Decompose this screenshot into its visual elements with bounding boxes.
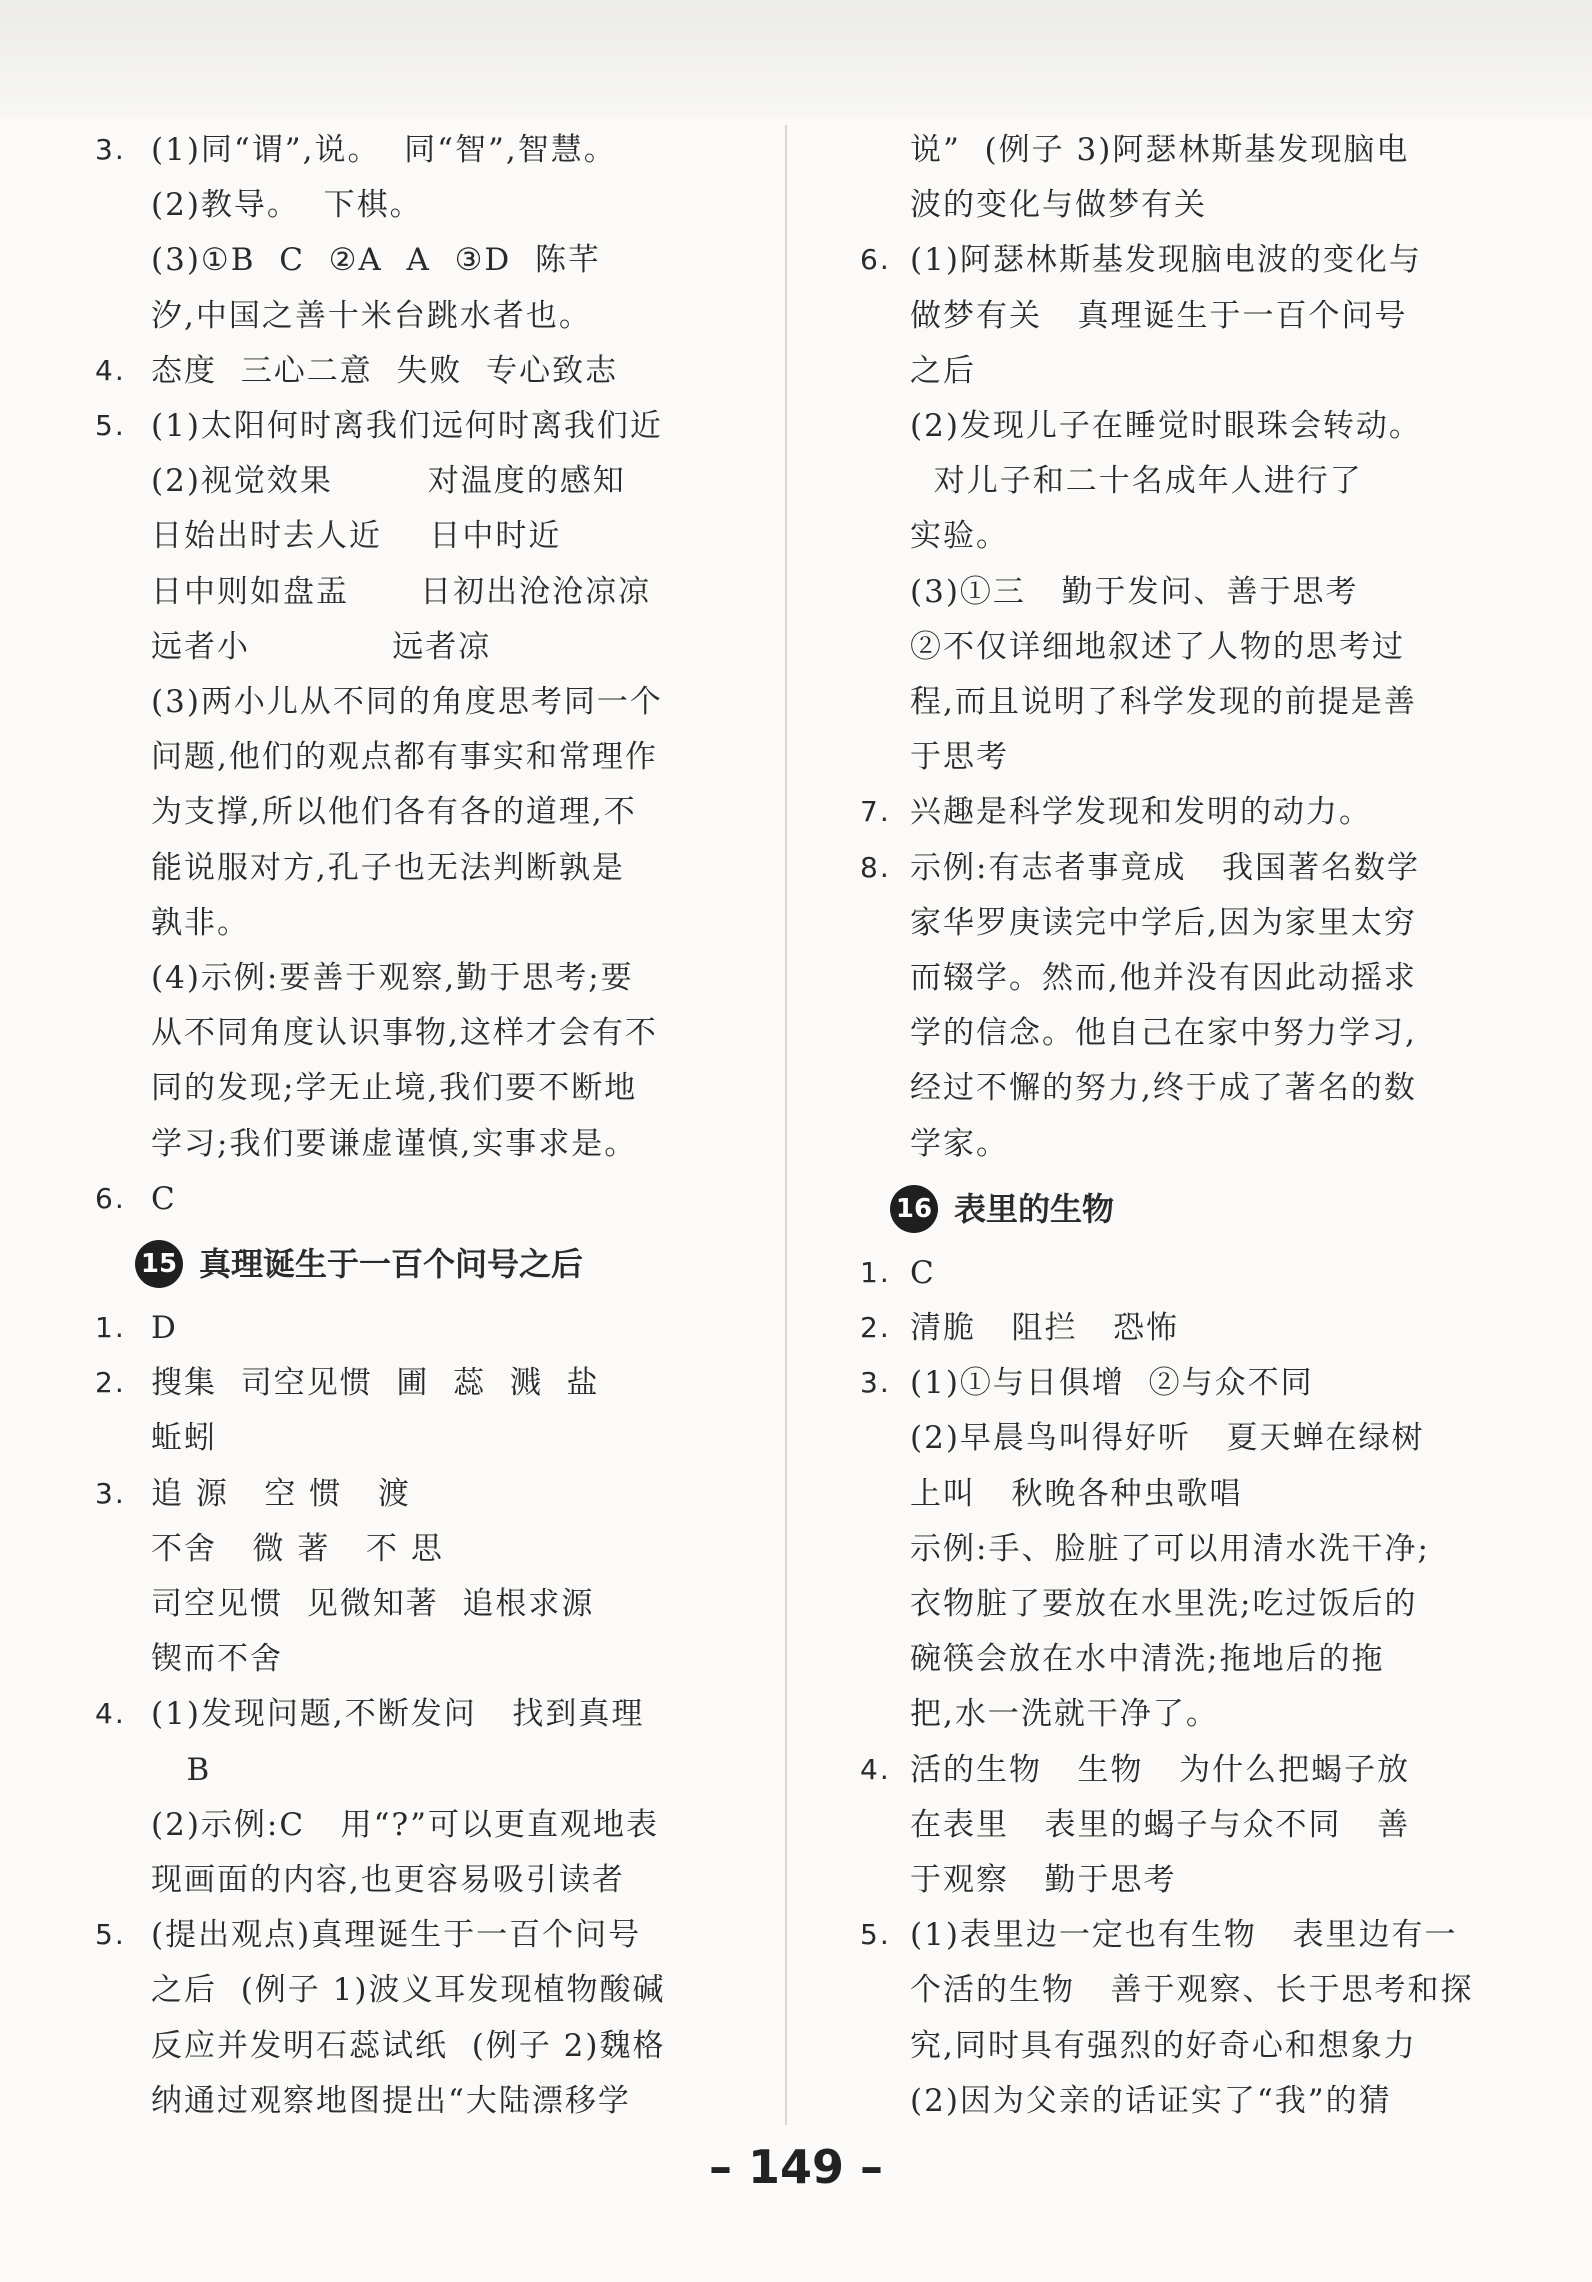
- answer-text: 示例:有志者事竟成 我国著名数学: [910, 849, 1421, 886]
- answer-text: 波的变化与做梦有关: [910, 187, 1207, 224]
- answer-text: 态度 三心二意 失败 专心致志: [151, 352, 619, 389]
- answer-line: [95, 2073, 717, 2129]
- answer-text: 反应并发明石蕊试纸 (例子 2)魏格: [151, 2027, 666, 2064]
- answer-line: [95, 343, 717, 399]
- answer-line: [850, 1300, 1470, 1356]
- question-number: 5.: [95, 1918, 126, 1952]
- answer-line: [850, 840, 1470, 896]
- answer-text: (1)阿瑟林斯基发现脑电波的变化与: [910, 242, 1422, 279]
- answer-text: 经过不懈的努力,终于成了著名的数: [910, 1070, 1417, 1107]
- answer-text: (4)示例:要善于观察,勤于思考;要: [151, 960, 634, 996]
- answer-text: 纳通过观察地图提出“大陆漂移学: [151, 2082, 631, 2119]
- question-number: 5.: [95, 409, 126, 442]
- answer-text: 在表里 表里的蝎子与众不同 善: [910, 1806, 1411, 1843]
- answer-line: [95, 840, 717, 896]
- answer-text: 不舍 微 著 不 思: [151, 1530, 444, 1567]
- answer-line: [850, 1410, 1470, 1466]
- answer-line: [850, 1907, 1470, 1963]
- answer-text: 上叫 秋晚各种虫歌唱: [910, 1475, 1243, 1512]
- section-heading-15: [135, 1232, 583, 1292]
- answer-text: 搜集 司空见惯 圃 蕊 溅 盐: [151, 1365, 600, 1402]
- answer-text: 碗筷会放在水中清洗;拖地后的拖: [910, 1641, 1385, 1678]
- answer-line: [95, 564, 717, 620]
- answer-line: [95, 1521, 717, 1577]
- answer-text: 程,而且说明了科学发现的前提是善: [910, 684, 1417, 720]
- answer-line: [850, 453, 1470, 509]
- answer-line: [850, 1060, 1470, 1116]
- answer-line: [850, 1962, 1474, 2018]
- answer-line: [850, 1742, 1470, 1798]
- answer-text: 家华罗庚读完中学后,因为家里太穷: [910, 904, 1417, 941]
- answer-text: 同的发现;学无止境,我们要不断地: [151, 1070, 638, 1107]
- answer-line: [850, 2018, 1470, 2074]
- answer-line: [95, 1171, 717, 1227]
- answer-text: C: [151, 1180, 177, 1217]
- answer-text: (1)①与日俱增 ②与众不同: [910, 1365, 1314, 1402]
- answer-text: 于观察 勤于思考: [910, 1862, 1177, 1898]
- answer-line: [95, 1686, 717, 1742]
- section-heading-16: [890, 1177, 1114, 1237]
- answer-text: (2)示例:C 用“?”可以更直观地表: [151, 1806, 659, 1843]
- answer-text: (2)发现儿子在睡觉时眼珠会转动。: [910, 408, 1422, 444]
- answer-text: 从不同角度认识事物,这样才会有不: [151, 1015, 658, 1052]
- answer-line: [95, 1797, 717, 1853]
- answer-line: [850, 729, 1470, 785]
- answer-text: 问题,他们的观点都有事实和常理作: [151, 739, 658, 776]
- answer-text: 日始出时去人近 日中时近: [151, 518, 562, 555]
- answer-line: [95, 1410, 717, 1466]
- question-number: 1.: [860, 1255, 891, 1289]
- question-number: 4.: [95, 1697, 126, 1731]
- answer-text: 现画面的内容,也更容易吸引读者: [151, 1862, 625, 1898]
- answer-text: 之后: [910, 352, 976, 389]
- answer-line: [850, 2073, 1470, 2129]
- answer-line: [850, 1466, 1470, 1522]
- answer-line: [850, 232, 1470, 288]
- answer-text: 为支撑,所以他们各有各的道理,不: [151, 794, 637, 831]
- answer-line: [850, 895, 1470, 951]
- answer-line: [95, 1466, 717, 1522]
- answer-line: [850, 619, 1470, 675]
- answer-line: [850, 1631, 1470, 1687]
- answer-line: [95, 1962, 717, 2018]
- question-number: 3.: [860, 1366, 891, 1400]
- answer-text: (2)教导。 下棋。: [151, 187, 423, 224]
- answer-text: (3)①B C ②A A ③D 陈芊: [151, 242, 601, 279]
- answer-line: [95, 619, 717, 675]
- answer-line: [95, 1742, 717, 1798]
- answer-text: 对儿子和二十名成年人进行了: [910, 463, 1363, 500]
- answer-line: [95, 895, 717, 951]
- answer-line: [850, 1116, 1470, 1172]
- answer-line: [850, 1797, 1470, 1853]
- question-number: 4.: [95, 353, 126, 387]
- answer-line: [95, 1907, 717, 1963]
- answer-text: 清脆 阻拦 恐怖: [910, 1310, 1180, 1346]
- answer-line: [850, 1521, 1470, 1577]
- answer-line: [95, 784, 717, 840]
- answer-text: 能说服对方,孔子也无法判断孰是: [151, 849, 625, 886]
- answer-line: [850, 122, 1470, 178]
- column-divider: [785, 125, 787, 2125]
- question-number: 3.: [95, 1476, 126, 1510]
- answer-text: 汐,中国之善十米台跳水者也。: [151, 297, 592, 334]
- question-number: 7.: [860, 795, 891, 829]
- answer-text: 活的生物 生物 为什么把蝎子放: [910, 1751, 1411, 1788]
- answer-line: [850, 950, 1470, 1006]
- answer-line: [95, 177, 717, 233]
- answer-line: [95, 232, 717, 288]
- lesson-title: 真理诞生于一百个问号之后: [199, 1245, 584, 1283]
- question-number: 6.: [860, 243, 891, 277]
- answer-text: 说” (例子 3)阿瑟林斯基发现脑电: [910, 132, 1410, 168]
- answer-text: (提出观点)真理诞生于一百个问号: [151, 1917, 642, 1954]
- question-number: 1.: [95, 1311, 126, 1344]
- question-number: 5.: [860, 1918, 891, 1952]
- answer-text: 之后 (例子 1)波义耳发现植物酸碱: [151, 1972, 666, 2009]
- answer-line: [95, 288, 717, 344]
- answer-line: [95, 398, 717, 454]
- answer-line: [95, 1852, 717, 1908]
- answer-text: (2)早晨鸟叫得好听 夏天蝉在绿树: [910, 1420, 1425, 1457]
- answer-text: 远者小 远者凉: [151, 628, 492, 665]
- answer-text: C: [910, 1254, 936, 1291]
- answer-text: 学家。: [910, 1125, 1009, 1162]
- answer-line: [95, 1116, 717, 1172]
- question-number: 2.: [95, 1366, 126, 1400]
- answer-text: ②不仅详细地叙述了人物的思考过: [910, 628, 1405, 665]
- question-number: 8.: [860, 850, 891, 884]
- question-number: 6.: [95, 1181, 126, 1215]
- answer-text: (3)两小儿从不同的角度思考同一个: [151, 684, 663, 720]
- answer-line: [850, 343, 1470, 399]
- answer-text: (2)视觉效果 对温度的感知: [151, 463, 626, 500]
- question-number: 4.: [860, 1752, 891, 1786]
- answer-text: 锲而不舍: [151, 1641, 283, 1678]
- question-number: 3.: [95, 133, 126, 166]
- answer-line: [95, 674, 717, 730]
- lesson-title: 表里的生物: [954, 1189, 1115, 1228]
- answer-line: [95, 508, 717, 564]
- answer-text: 示例:手、脸脏了可以用清水洗干净;: [910, 1530, 1430, 1567]
- page-number: – 149 –: [708, 2140, 884, 2194]
- answer-line: [850, 398, 1470, 454]
- answer-text: 衣物脏了要放在水里洗;吃过饭后的: [910, 1586, 1418, 1622]
- answer-text: 学习;我们要谦虚谨慎,实事求是。: [151, 1125, 638, 1162]
- answer-text: 日中则如盘盂 日初出沧沧凉凉: [151, 573, 652, 610]
- answer-text: B: [151, 1751, 212, 1788]
- lesson-number-badge: 15: [135, 1240, 183, 1288]
- answer-line: [95, 1060, 717, 1116]
- page-top-margin: [0, 0, 1592, 118]
- answer-text: 于思考: [910, 739, 1009, 776]
- answer-text: 个活的生物 善于观察、长于思考和探: [910, 1972, 1474, 2009]
- answer-text: 孰非。: [151, 904, 250, 941]
- answer-text: 实验。: [910, 518, 1009, 555]
- answer-line: [850, 177, 1470, 233]
- answer-line: [850, 288, 1470, 344]
- answer-text: 做梦有关 真理诞生于一百个问号: [910, 297, 1408, 334]
- answer-text: (2)因为父亲的话证实了“我”的猜: [910, 2082, 1392, 2119]
- answer-line: [850, 1852, 1470, 1908]
- answer-text: (1)表里边一定也有生物 表里边有一: [910, 1917, 1458, 1954]
- answer-text: 把,水一洗就干净了。: [910, 1696, 1219, 1733]
- answer-text: 究,同时具有强烈的好奇心和想象力: [910, 2027, 1417, 2064]
- answer-text: 蚯蚓: [151, 1420, 217, 1457]
- answer-text: (1)太阳何时离我们远何时离我们近: [151, 408, 663, 444]
- answer-line: [95, 1631, 717, 1687]
- answer-line: [850, 1005, 1470, 1061]
- answer-text: 司空见惯 见微知著 追根求源: [151, 1586, 595, 1622]
- answer-line: [95, 122, 717, 178]
- answer-line: [95, 950, 717, 1006]
- question-number: 2.: [860, 1311, 891, 1344]
- answer-line: [850, 1245, 1470, 1301]
- answer-line: [850, 508, 1470, 564]
- answer-line: [95, 1355, 717, 1411]
- answer-line: [850, 784, 1470, 840]
- answer-line: [95, 453, 717, 509]
- answer-text: (3)①三 勤于发问、善于思考: [910, 573, 1359, 610]
- answer-line: [95, 1576, 717, 1632]
- answer-line: [850, 674, 1470, 730]
- answer-line: [850, 564, 1470, 620]
- answer-text: 学的信念。他自己在家中努力学习,: [910, 1015, 1417, 1052]
- answer-line: [95, 729, 717, 785]
- lesson-number-badge: 16: [890, 1185, 938, 1233]
- answer-line: [850, 1355, 1470, 1411]
- answer-line: [95, 1005, 717, 1061]
- answer-text: 而辍学。然而,他并没有因此动摇求: [910, 960, 1417, 996]
- answer-line: [95, 2018, 717, 2074]
- answer-text: D: [151, 1310, 178, 1346]
- answer-text: 追 源 空 惯 渡: [151, 1475, 411, 1512]
- answer-text: 兴趣是科学发现和发明的动力。: [910, 794, 1372, 831]
- answer-text: (1)发现问题,不断发问 找到真理: [151, 1696, 645, 1733]
- answer-line: [850, 1576, 1470, 1632]
- answer-line: [850, 1686, 1470, 1742]
- answer-text: (1)同“谓”,说。 同“智”,智慧。: [151, 132, 617, 168]
- answer-line: [95, 1300, 717, 1356]
